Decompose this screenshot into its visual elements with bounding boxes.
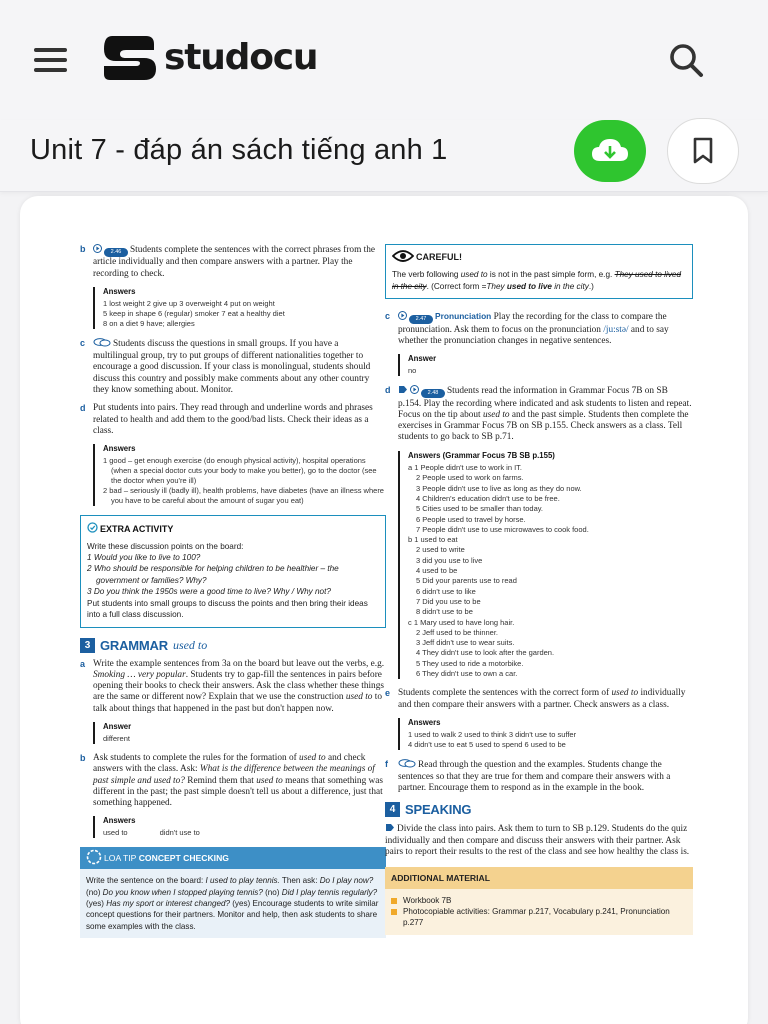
grammar-b <box>80 753 386 809</box>
loa-tip-icon <box>86 849 102 867</box>
answer-row: 8 on a diet 9 have; allergies <box>103 318 195 328</box>
exercise-text: individually and then compare their answers with a partner. Check answers as a class. <box>398 688 686 710</box>
document-title-bar <box>0 120 768 192</box>
search-icon[interactable] <box>666 40 706 80</box>
careful-text-italic: used to <box>460 269 488 279</box>
careful-text-part: The verb following <box>392 269 459 279</box>
answers-block <box>398 354 693 376</box>
exercise-text-italic: used to <box>345 692 373 703</box>
answer-row: 4 used to be <box>416 566 458 576</box>
exercise-text: Students read the information in Grammar Focus 7B on SB p.154. Play the recording where indicated and ask students to listen and repeat. Focus on the tip about <box>398 386 692 420</box>
answers-block <box>93 816 386 838</box>
answer-row: 2 bad – seriously ill (badly ill), health problems, have diabetes (have an illness where you have to be careful about the amount of sugar you eat) <box>103 486 384 506</box>
exercise-b <box>80 244 386 280</box>
answer-row: 3 did you use to live <box>416 555 483 565</box>
careful-box <box>385 244 693 299</box>
exercise-text: means that something was different in the past; the past simple doesn't tell us about a difference, just that something happened. <box>93 775 384 809</box>
exercise-text: Read through the question and the examples. Students change the sentences so that they are true for them and compare their answers with a partner. Encourage them to respond as in the example in the book. <box>398 759 671 794</box>
discussion-point: 3 Do you think the 1950s were a good time to live? Why / Why not? <box>87 587 331 597</box>
exercise-text: Put students into pairs. They read through and underline words and phrases related to health and add them to the good/bad lists. Check their ideas as a class. <box>93 403 373 436</box>
answer-row: 2 used to write <box>416 545 465 555</box>
studocu-logo-mark-icon <box>102 34 158 82</box>
answers-heading: Answers <box>103 444 136 454</box>
careful-text-bold: used to live <box>506 281 552 291</box>
exercise-text: to talk about things that happened in the past but don't happen now. <box>93 692 382 714</box>
tip-text-italic: Do I play now? <box>319 876 374 886</box>
tip-text: Write the sentence on the board: <box>86 876 204 886</box>
answers-group-a <box>408 463 693 535</box>
answer-row: 4 Children's education didn't use to be free. <box>416 493 560 503</box>
tip-text: (yes) <box>86 899 104 909</box>
logo-text: studocu <box>164 37 318 78</box>
section-subtitle: used to <box>172 637 208 652</box>
additional-item <box>391 895 687 906</box>
exercise-text-italic: used to <box>482 409 510 420</box>
loa-tip-prefix: LOA TIP <box>104 853 137 864</box>
exercise-text-italic: used to <box>299 753 326 763</box>
answer-row: 7 Did you use to be <box>416 596 481 606</box>
loa-tip-heading <box>80 847 386 869</box>
tip-text-italic: Has my sport or interest changed? <box>106 899 230 909</box>
exercise-text: Students discuss the questions in small groups. If you have a multilingual group, try to put groups of different nationalities together to encourage a good discussion. If your class is monolingual, students should discuss this country and possibly make comments about any other country they know something about. Monitor. <box>93 338 371 396</box>
tip-text-italic: Do you know when I stopped playing tennis? <box>102 887 263 897</box>
careful-text <box>392 269 686 293</box>
exercise-right-d <box>385 385 693 443</box>
exercise-label: e <box>385 688 391 699</box>
answers-heading: Answers (Grammar Focus 7B SB p.155) <box>408 450 555 460</box>
download-button[interactable] <box>574 120 646 182</box>
grammar-section-heading <box>80 638 386 653</box>
exercise-text: and the past simple. Students then complete the exercises in Grammar Focus 7B on SB p.155. Check answers as a class. Tell students to go back to SB p.71. <box>398 409 689 443</box>
exercise-text: Students complete the sentences with the correct phrases from the article individually and then compare answers with a partner. Play the recording to check. <box>93 245 375 279</box>
answer-row: 3 Jeff didn't use to wear suits. <box>416 638 515 648</box>
exercise-text-italic: Smoking … very popular <box>93 669 186 680</box>
exercise-text: and to say whether the pronunciation changes in negative sentences. <box>398 324 669 346</box>
speaking-text <box>385 823 693 859</box>
careful-heading <box>392 250 686 266</box>
exercise-label: d <box>80 403 86 414</box>
answers-heading: Answers <box>103 286 136 296</box>
answers-group-b <box>408 535 693 617</box>
document-title: Unit 7 - đáp án sách tiếng anh 1 <box>30 134 448 166</box>
exercise-label: b <box>80 244 86 254</box>
answer-row: 6 People used to travel by horse. <box>416 514 526 524</box>
careful-text-part: is not in the past simple form, e.g. <box>489 269 613 279</box>
answers-heading: Answers <box>408 717 441 727</box>
loa-tip-title: CONCEPT CHECKING <box>138 853 229 864</box>
answers-block <box>398 718 693 750</box>
answers-group-c <box>408 618 693 680</box>
extra-outro: Put students into small groups to discuss the points and then bring their ideas into a full class discussion. <box>87 598 368 620</box>
eye-icon <box>392 250 414 266</box>
answer-row: 5 They used to ride a motorbike. <box>416 658 524 668</box>
track-badge: 2.47 <box>409 315 433 324</box>
grammar-focus-answers <box>398 451 693 680</box>
exercise-text: Write the example sentences from 3a on the board but leave out the verbs, e.g. <box>93 658 385 669</box>
tip-text: (no) <box>86 887 101 897</box>
exercise-text: and check answers with the class. Ask: <box>93 753 366 775</box>
pronunciation-label: Pronunciation <box>435 311 492 322</box>
additional-item-text: Workbook 7B <box>403 895 452 905</box>
audio-icon <box>410 385 419 398</box>
track-badge: 2.46 <box>104 248 128 257</box>
answer-row: 1 good – get enough exercise (do enough physical activity), hospital operations (when a special doctor cuts your body to make you better), go to the doctor (see the doctor when you're ill) <box>103 456 377 486</box>
answer-row: 2 Jeff used to be thinner. <box>416 627 499 637</box>
video-icon <box>385 823 395 836</box>
speech-bubble-icon <box>398 759 416 772</box>
answer-row: 6 They didn't use to own a car. <box>416 669 518 678</box>
right-column <box>385 244 693 935</box>
exercise-text: . Students try to gap-fill the sentences in pairs before opening their books to check their answers. Ask the class whether these things are the same or different now? Explain that we use the construction <box>93 669 384 703</box>
extra-activity-box <box>80 515 386 627</box>
answer-row: different <box>103 734 130 743</box>
careful-title: CAREFUL! <box>416 252 462 262</box>
exercise-label: d <box>385 385 391 396</box>
answer-row: 2 People used to work on farms. <box>416 473 524 483</box>
exercise-label: f <box>385 758 388 769</box>
bullet-marker-icon <box>391 909 397 915</box>
answers-block <box>93 287 386 329</box>
exercise-label: c <box>385 311 391 322</box>
tip-text: (no) <box>265 887 280 897</box>
answer-row: 5 Cities used to be smaller than today. <box>416 504 544 514</box>
exercise-right-f <box>385 759 693 795</box>
grammar-a <box>80 659 386 715</box>
careful-text-italic: in the city <box>554 281 589 291</box>
hamburger-icon[interactable] <box>34 46 68 74</box>
bookmark-button[interactable] <box>667 118 739 184</box>
exercise-text: Students complete the sentences with the correct form of <box>398 688 610 699</box>
tip-text-italic: I used to play tennis. <box>205 876 280 886</box>
bookmark-icon <box>691 137 715 165</box>
answer-row: 5 Did your parents use to read <box>416 576 517 586</box>
answers-heading: Answer <box>408 354 437 364</box>
speaking-section-heading <box>385 802 693 817</box>
answers-heading: Answers <box>103 816 136 826</box>
answer-row: no <box>408 366 417 376</box>
exercise-text: Remind them that <box>187 775 254 786</box>
answer-row: 1 used to walk 2 used to think 3 didn't use to suffer <box>408 729 577 739</box>
exercise-label: c <box>80 337 86 348</box>
careful-text-italic: They <box>486 281 505 291</box>
exercise-text: Ask students to complete the rules for the formation of <box>93 753 297 763</box>
exercise-label: b <box>80 753 86 763</box>
exercise-d <box>80 403 386 437</box>
tip-text: (yes) Encourage students to write similar concept questions for their partners. Monitor and help, then ask students to share some examples with the class. <box>86 899 379 931</box>
additional-material-title: ADDITIONAL MATERIAL <box>385 867 693 889</box>
careful-text-part: . (Correct form = <box>426 281 487 291</box>
answer-item: didn't use to <box>159 828 200 838</box>
top-bar <box>0 0 768 120</box>
additional-item <box>391 906 687 929</box>
extra-activity-icon <box>87 522 98 536</box>
track-badge: 2.48 <box>421 389 445 398</box>
tip-text-italic: Did I play tennis regularly? <box>281 887 378 897</box>
section-title: GRAMMAR <box>100 637 168 653</box>
tip-text: Then ask: <box>281 876 318 886</box>
careful-text-part: .) <box>588 281 594 291</box>
additional-item-text: Photocopiable activities: Grammar p.217, Vocabulary p.241, Pronunciation p.277 <box>403 906 670 928</box>
careful-wrong-example: They used to lived in the city <box>392 269 682 291</box>
answers-heading: Answer <box>103 722 132 731</box>
ipa-text: /ju:stə/ <box>603 324 629 335</box>
exercise-text-italic: used to <box>611 688 639 699</box>
exercise-label: a <box>80 658 86 669</box>
exercise-text-italic: used to <box>256 775 283 786</box>
extra-activity-heading <box>87 522 379 536</box>
additional-material-body <box>385 889 693 935</box>
answer-row: c 1 Mary used to have long hair. <box>408 617 515 627</box>
exercise-right-c <box>385 311 693 347</box>
bullet-marker-icon <box>391 898 397 904</box>
extra-intro: Write these discussion points on the board: <box>87 541 244 551</box>
answers-block <box>93 444 386 506</box>
video-icon <box>398 385 408 398</box>
discussion-point: 1 Would you like to live to 100? <box>87 553 201 563</box>
exercise-text-italic: What is the difference between the meanings of past simple and used to? <box>93 764 375 786</box>
answer-row: 3 People didn't use to live as long as they do now. <box>416 483 582 493</box>
section-number: 4 <box>385 802 400 817</box>
section-title: SPEAKING <box>405 801 472 817</box>
answer-row: 6 didn't use to like <box>416 586 476 596</box>
additional-material-box <box>385 867 693 935</box>
answer-row: b 1 used to eat <box>408 535 458 545</box>
exercise-right-e <box>385 688 693 711</box>
answer-row: 4 They didn't use to look after the garden. <box>416 648 555 658</box>
answer-row: 5 keep in shape 6 (regular) smoker 7 eat a healthy diet <box>103 308 285 318</box>
speech-bubble-icon <box>93 338 111 351</box>
exercise-text: Play the recording for the class to compare the pronunciation. Ask them to focus on the pronunciation <box>398 312 667 335</box>
discussion-point: 2 Who should be responsible for helping children to be healthier – the government or families? Why? <box>87 564 339 585</box>
extra-activity-title: EXTRA ACTIVITY <box>100 523 174 534</box>
answers-block <box>93 722 386 744</box>
loa-tip-box <box>80 847 386 937</box>
speaking-paragraph: Divide the class into pairs. Ask them to turn to SB p.129. Students do the quiz individually and then compare and discuss their answers with their partner. Ask pairs to report their results to the rest of the class and see how healthy the class is. <box>385 823 690 858</box>
exercise-c <box>80 338 386 396</box>
answer-row: a 1 People didn't use to work in IT. <box>408 463 522 473</box>
left-column <box>80 244 386 938</box>
answer-row: 1 lost weight 2 give up 3 overweight 4 put on weight <box>103 298 275 308</box>
studocu-logo[interactable] <box>102 34 317 82</box>
answer-row: 4 didn't use to eat 5 used to spend 6 used to be <box>408 739 566 749</box>
answer-row: 7 People didn't use to use microwaves to cook food. <box>416 524 589 534</box>
answer-row: 8 didn't use to be <box>416 607 473 617</box>
answer-item: used to <box>103 828 128 838</box>
loa-tip-body <box>80 869 386 937</box>
audio-icon <box>93 244 102 257</box>
cloud-download-icon <box>590 136 630 166</box>
audio-icon <box>398 311 407 324</box>
document-page <box>20 196 748 1024</box>
section-number: 3 <box>80 638 95 653</box>
